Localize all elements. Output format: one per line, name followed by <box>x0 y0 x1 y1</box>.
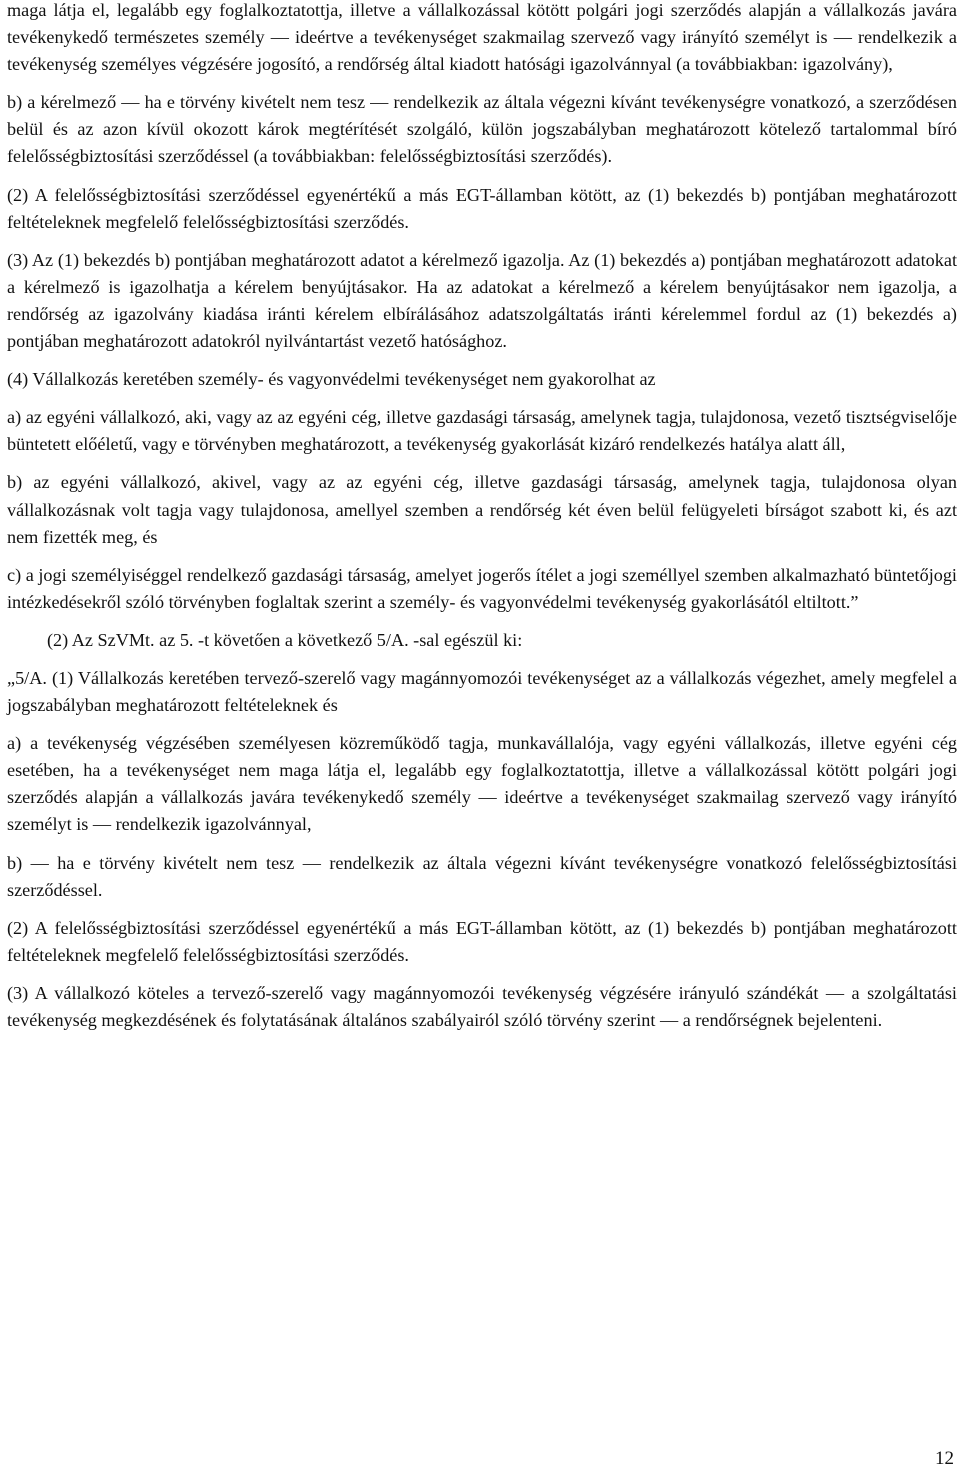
spacer <box>7 458 957 469</box>
spacer <box>7 654 957 665</box>
paragraph-4: (3) Az (1) bekezdés b) pontjában meghatározott adatot a kérelmező igazolja. Az (1) bekezdés a) pontjában meghatározott adatokat a kérelmező is igazolhatja a kérelem benyújtásakor. Ha az adatokat a kérelmező a kérelem benyújtásakor nem igazolja, a rendőrség az igazolvány kiadása iránti kérelem elbírálásához adatszolgáltatás iránti kérelemmel fordul az (1) bekezdés a) pontjában meghatározott adatokról nyilvántartást vezető hatósághoz. <box>7 249 957 352</box>
page-number: 12 <box>935 1448 954 1469</box>
spacer <box>7 839 957 850</box>
paragraph-6: a) az egyéni vállalkozó, aki, vagy az az egyéni cég, illetve gazdasági társaság, amelynek tagja, tulajdonosa, vezető tisztségviselője büntetett előéletű, vagy e törvényben meghatározott, a tevékenység gyakorlását kizáró rendelkezés hatálya alatt áll, <box>7 407 957 455</box>
spacer <box>7 719 957 730</box>
spacer <box>7 969 957 980</box>
spacer <box>7 616 957 627</box>
paragraph-3: (2) A felelősségbiztosítási szerződéssel egyenértékű a más EGT-államban kötött, az (1) bekezdés b) pontjában meghatározott feltételeknek megfelelő felelősségbiztosítási szerződés. <box>7 184 957 232</box>
paragraph-14: (3) A vállalkozó köteles a tervező-szerelő vagy magánnyomozói tevékenység végzésére irányuló szándékát — a szolgáltatási tevékenység megkezdésének és folytatásának általános szabályairól szóló törvény szerint — a rendőrségnek bejelenteni. <box>7 982 957 1030</box>
spacer <box>7 355 957 366</box>
spacer <box>7 171 957 182</box>
document-page <box>7 0 957 1034</box>
spacer <box>7 393 957 404</box>
paragraph-8: c) a jogi személyiséggel rendelkező gazdasági társaság, amelyet jogerős ítélet a jogi személlyel szemben alkalmazható büntetőjogi intézkedésekről szóló törvényben foglaltak szerint a személy- és vagyonvédelmi tevékenység gyakorlásától eltiltott.” <box>7 564 957 612</box>
paragraph-7: b) az egyéni vállalkozó, akivel, vagy az az egyéni cég, illetve gazdasági társaság, amelynek tagja, tulajdonosa olyan vállalkozásnak volt tagja vagy tulajdonosa, amellyel szemben a rendőrség két éven belül felügyeleti bírságot szabott ki, és azt nem fizették meg, és <box>7 472 957 547</box>
paragraph-5: (4) Vállalkozás keretében személy- és vagyonvédelmi tevékenységet nem gyakorolhat az <box>7 369 656 390</box>
spacer <box>7 236 957 247</box>
spacer <box>7 904 957 915</box>
spacer <box>7 551 957 562</box>
paragraph-2: b) a kérelmező — ha e törvény kivételt nem tesz — rendelkezik az általa végezni kívánt tevékenységre vonatkozó, a szerződésen belül és az azon kívül okozott károk megtérítését szolgáló, külön jogszabályban meghatározott kötelező tartalommal bíró felelősségbiztosítási szerződéssel (a továbbiakban: felelősségbiztosítási szerződés). <box>7 92 957 167</box>
paragraph-12: b) — ha e törvény kivételt nem tesz — rendelkezik az általa végezni kívánt tevékenységre vonatkozó felelősségbiztosítási szerződéssel. <box>7 852 957 900</box>
paragraph-10: „5/A. (1) Vállalkozás keretében tervező-szerelő vagy magánnyomozói tevékenységet az a vállalkozás végezhet, amely megfelel a jogszabályban meghatározott feltételeknek és <box>7 667 957 716</box>
paragraph-9: (2) Az SzVMt. az 5. -t követően a következő 5/A. -sal egészül ki: <box>47 629 523 650</box>
spacer <box>7 78 957 89</box>
paragraph-1: maga látja el, legalább egy foglalkoztatottja, illetve a vállalkozással kötött polgári jogi szerződés alapján a vállalkozás javára tevékenykedő természetes személy — ideértve a tevékenységet szakmailag szervező vagy irányító személyt is — rendelkezik a tevékenység személyes végzésére jogosító, a rendőrség által kiadott hatósági igazolvánnyal (a továbbiakban: igazolvány), <box>7 0 957 75</box>
paragraph-11: a) a tevékenység végzésében személyesen közreműködő tagja, munkavállalója, vagy egyéni vállalkozás, illetve egyéni cég esetében, ha a tevékenységet nem maga látja el, legalább egy foglalkoztatottja, illetve a vállalkozással kötött polgári jogi szerződés alapján a vállalkozás javára tevékenykedő személy — ideértve a tevékenységet szakmailag szervező vagy irányító személyt is — rendelkezik igazolvánnyal, <box>7 733 957 835</box>
paragraph-13: (2) A felelősségbiztosítási szerződéssel egyenértékű a más EGT-államban kötött, az (1) bekezdés b) pontjában meghatározott feltételeknek megfelelő felelősségbiztosítási szerződés. <box>7 917 957 965</box>
